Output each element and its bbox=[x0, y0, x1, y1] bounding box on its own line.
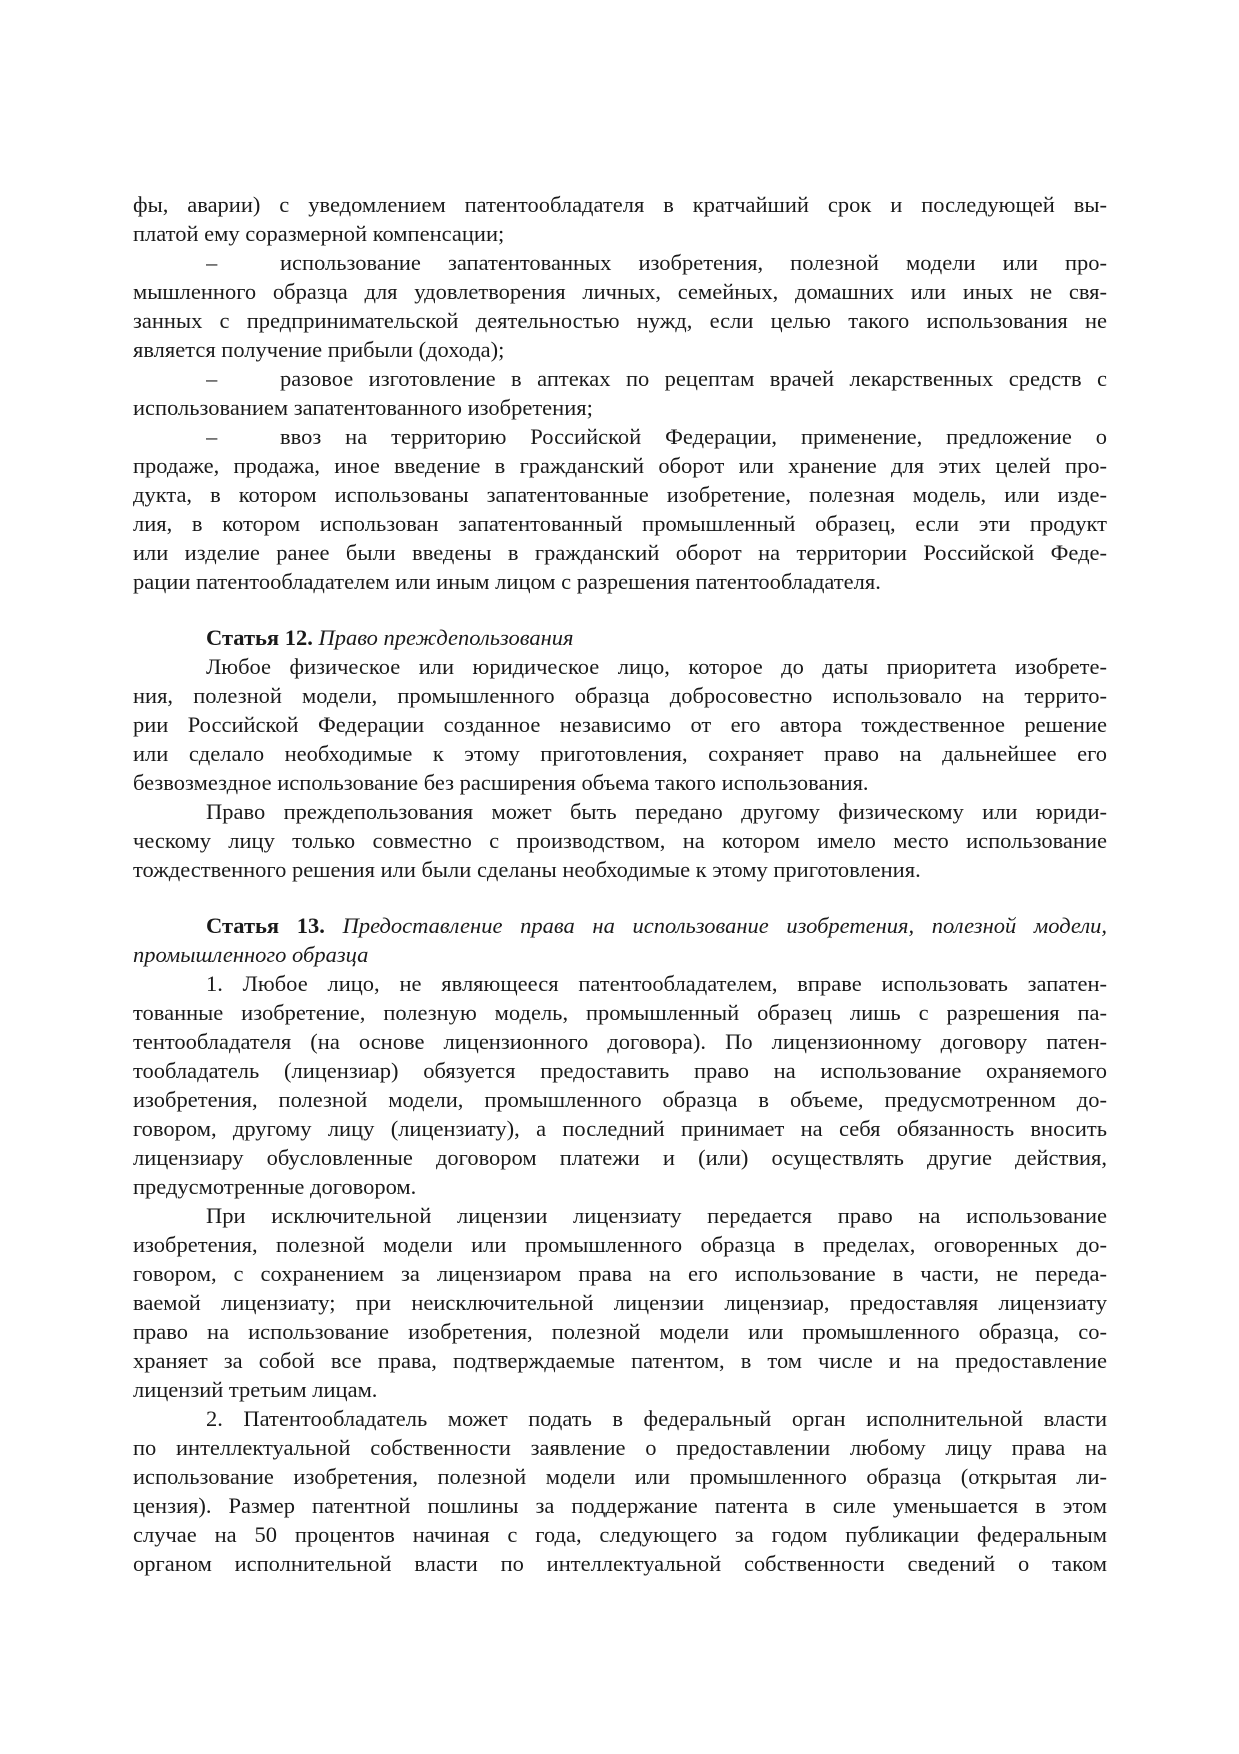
text-line: цензия). Размер патентной пошлины за поддержание патента в силе уменьшается в этом bbox=[133, 1493, 1107, 1518]
article-title: Предоставление права на использование изобретения, полезной модели, bbox=[342, 913, 1107, 938]
article-label: Статья 13. bbox=[206, 913, 325, 938]
text-line: право на использование изобретения, полезной модели или промышленного образца, со- bbox=[133, 1319, 1107, 1344]
text-line: предусмотренные договором. bbox=[133, 1174, 417, 1199]
article-13-heading bbox=[206, 911, 1107, 940]
list-item-line: – использование запатентованных изобретения, полезной модели или про- bbox=[206, 250, 1107, 275]
text-line: лицензий третьим лицам. bbox=[133, 1377, 378, 1402]
text-line: При исключительной лицензии лицензиату передается право на использование bbox=[206, 1203, 1107, 1228]
list-item-line: – ввоз на территорию Российской Федерации, применение, предложение о bbox=[206, 424, 1107, 449]
dash-bullet: – bbox=[206, 424, 218, 449]
text-line: ческому лицу только совместно с производством, на котором имело место использование bbox=[133, 828, 1107, 853]
article-label: Статья 12. bbox=[206, 625, 313, 650]
text-line: или сделало необходимые к этому приготовления, сохраняет право на дальнейшее его bbox=[133, 741, 1107, 766]
text-line: тождественного решения или были сделаны необходимые к этому приготовления. bbox=[133, 857, 921, 882]
text-line: тообладатель (лицензиар) обязуется предоставить право на использование охраняемого bbox=[133, 1058, 1107, 1083]
text-line: рации патентообладателем или иным лицом с разрешения патентообладателя. bbox=[133, 569, 881, 594]
article-12-heading bbox=[206, 623, 1107, 652]
text-line: изобретения, полезной модели или промышленного образца в пределах, оговоренных до- bbox=[133, 1232, 1107, 1257]
text-line: по интеллектуальной собственности заявление о предоставлении любому лицу права на bbox=[133, 1435, 1107, 1460]
text-line: органом исполнительной власти по интеллектуальной собственности сведений о таком bbox=[133, 1551, 1107, 1576]
text-line: Любое физическое или юридическое лицо, которое до даты приоритета изобрете- bbox=[206, 654, 1107, 679]
dash-bullet: – bbox=[206, 250, 218, 275]
text-line: является получение прибыли (дохода); bbox=[133, 337, 505, 362]
text-line: 1. Любое лицо, не являющееся патентообладателем, вправе использовать запатен- bbox=[206, 971, 1107, 996]
text-line: использование изобретения, полезной модели или промышленного образца (открытая ли- bbox=[133, 1464, 1107, 1489]
dash-bullet: – bbox=[206, 366, 218, 391]
text-line: тованные изобретение, полезную модель, промышленный образец лишь с разрешения па- bbox=[133, 1000, 1107, 1025]
text-line: занных с предпринимательской деятельностью нужд, если целью такого использования не bbox=[133, 308, 1107, 333]
text-line: продаже, продажа, иное введение в гражданский оборот или хранение для этих целей про- bbox=[133, 453, 1107, 478]
list-item-line: – разовое изготовление в аптеках по рецептам врачей лекарственных средств с bbox=[206, 366, 1107, 391]
text-line: говором, другому лицу (лицензиату), а последний принимает на себя обязанность вносить bbox=[133, 1116, 1107, 1141]
text-line: платой ему соразмерной компенсации; bbox=[133, 221, 505, 246]
text-line: или изделие ранее были введены в гражданский оборот на территории Российской Феде- bbox=[133, 540, 1107, 565]
text-line: использованием запатентованного изобретения; bbox=[133, 395, 593, 420]
text-line: рии Российской Федерации созданное независимо от его автора тождественное решение bbox=[133, 712, 1107, 737]
text-line: дукта, в котором использованы запатентованные изобретение, полезная модель, или изде- bbox=[133, 482, 1107, 507]
text-line: говором, с сохранением за лицензиаром права на его использование в части, не переда- bbox=[133, 1261, 1107, 1286]
text-line: Право преждепользования может быть передано другому физическому или юриди- bbox=[206, 799, 1107, 824]
text-line: мышленного образца для удовлетворения личных, семейных, домашних или иных не свя- bbox=[133, 279, 1107, 304]
text-line: тентообладателя (на основе лицензионного договора). По лицензионному договору патен- bbox=[133, 1029, 1107, 1054]
text-line: случае на 50 процентов начиная с года, следующего за годом публикации федеральным bbox=[133, 1522, 1107, 1547]
text-line: лицензиару обусловленные договором платежи и (или) осуществлять другие действия, bbox=[133, 1145, 1107, 1170]
article-title: Право преждепользования bbox=[318, 625, 574, 650]
text-line: безвозмездное использование без расширения объема такого использования. bbox=[133, 770, 869, 795]
text-line: ваемой лицензиату; при неисключительной лицензии лицензиар, предоставляя лицензиату bbox=[133, 1290, 1107, 1315]
text-line: изобретения, полезной модели, промышленного образца в объеме, предусмотренном до- bbox=[133, 1087, 1107, 1112]
text-line: фы, аварии) с уведомлением патентообладателя в кратчайший срок и последующей вы- bbox=[133, 192, 1107, 217]
text-line: 2. Патентообладатель может подать в федеральный орган исполнительной власти bbox=[206, 1406, 1107, 1431]
article-title-continuation: промышленного образца bbox=[133, 942, 369, 967]
text-line: храняет за собой все права, подтверждаемые патентом, в том числе и на предоставление bbox=[133, 1348, 1107, 1373]
text-line: лия, в котором использован запатентованный промышленный образец, если эти продукт bbox=[133, 511, 1107, 536]
text-line: ния, полезной модели, промышленного образца добросовестно использовало на террито- bbox=[133, 683, 1107, 708]
